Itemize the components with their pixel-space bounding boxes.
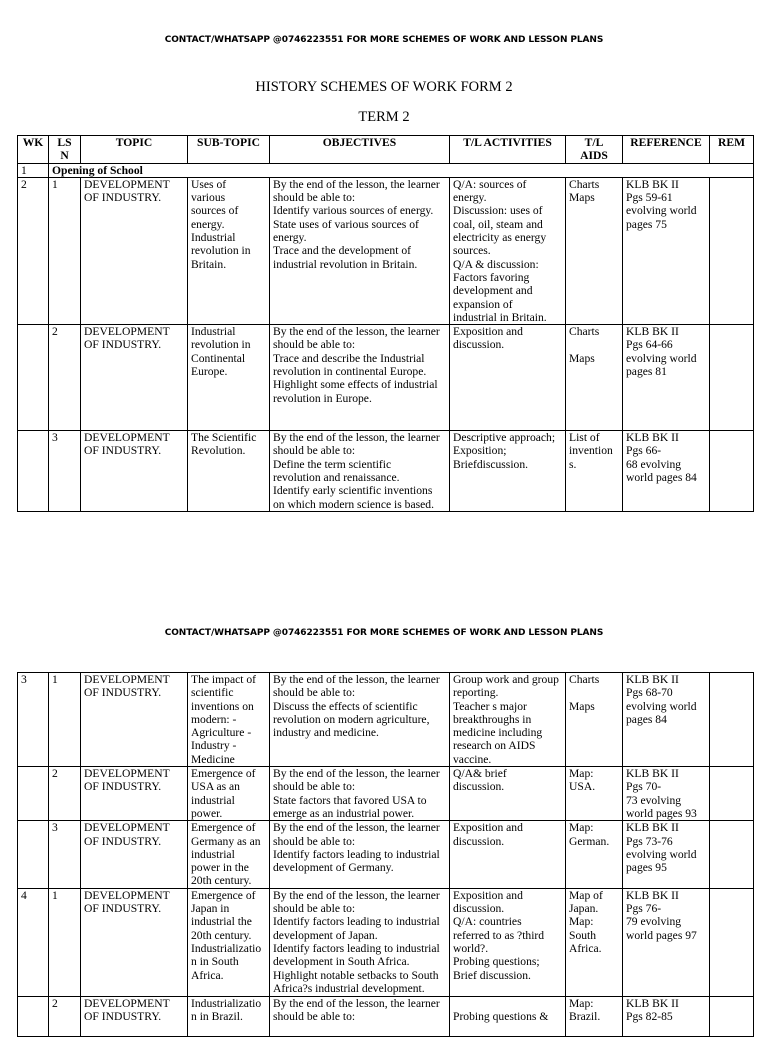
remarks-cell <box>710 431 754 512</box>
subtopic-cell: The impact of scientific inventions on modern: - Agriculture - Industry - Medicine <box>188 673 270 767</box>
week-cell <box>18 996 49 1036</box>
topic-cell: DEVELOPMENT OF INDUSTRY. <box>81 673 188 767</box>
topic-cell: DEVELOPMENT OF INDUSTRY. <box>81 996 188 1036</box>
opening-row <box>18 163 754 177</box>
table-row <box>18 767 754 821</box>
aids-cell: Map: German. <box>566 821 623 888</box>
week-cell: 3 <box>18 673 49 767</box>
reference-cell: KLB BK II Pgs 76- 79 evolving world pages 97 <box>623 888 710 996</box>
lesson-cell: 2 <box>49 325 81 431</box>
column-header-objectives: OBJECTIVES <box>270 136 450 164</box>
subtopic-cell: Industrial revolution in Continental Europe. <box>188 325 270 431</box>
table-row <box>18 177 754 324</box>
activities-cell: Q/A& brief discussion. <box>450 767 566 821</box>
week-cell <box>18 767 49 821</box>
subtopic-cell: The Scientific Revolution. <box>188 431 270 512</box>
table-header-row <box>18 136 754 164</box>
week-cell: 4 <box>18 888 49 996</box>
document-title: HISTORY SCHEMES OF WORK FORM 2 <box>255 79 513 95</box>
reference-cell: KLB BK II Pgs 68-70 evolving world pages 84 <box>623 673 710 767</box>
activities-cell: Descriptive approach; Exposition; Briefdiscussion. <box>450 431 566 512</box>
column-header-subtopic: SUB-TOPIC <box>188 136 270 164</box>
column-header-reference: REFERENCE <box>623 136 710 164</box>
reference-cell: KLB BK II Pgs 70- 73 evolving world pages 93 <box>623 767 710 821</box>
lesson-cell: 2 <box>49 996 81 1036</box>
contact-banner: CONTACT/WHATSAPP @0746223551 FOR MORE SCHEMES OF WORK AND LESSON PLANS <box>164 35 604 45</box>
aids-cell: Charts Maps <box>566 177 623 324</box>
week-cell <box>18 325 49 431</box>
remarks-cell <box>710 996 754 1036</box>
scheme-table-page-1 <box>17 135 754 512</box>
subtopic-cell: Emergence of USA as an industrial power. <box>188 767 270 821</box>
aids-cell: Map: Brazil. <box>566 996 623 1036</box>
subtopic-cell: Uses of various sources of energy. Industrial revolution in Britain. <box>188 177 270 324</box>
column-header-remarks: REM <box>710 136 754 164</box>
week-cell <box>18 431 49 512</box>
subtopic-cell: Emergence of Japan in industrial the 20th century. Industrializatio n in South Africa. <box>188 888 270 996</box>
activities-cell: Group work and group reporting. Teacher s major breakthroughs in medicine including research on AIDS vaccine. <box>450 673 566 767</box>
topic-cell: DEVELOPMENT OF INDUSTRY. <box>81 767 188 821</box>
reference-cell: KLB BK II Pgs 66- 68 evolving world pages 84 <box>623 431 710 512</box>
remarks-cell <box>710 673 754 767</box>
reference-cell: KLB BK II Pgs 59-61 evolving world pages 75 <box>623 177 710 324</box>
table-row <box>18 996 754 1036</box>
lesson-cell: 1 <box>49 673 81 767</box>
remarks-cell <box>710 177 754 324</box>
topic-cell: DEVELOPMENT OF INDUSTRY. <box>81 888 188 996</box>
subtopic-cell: Emergence of Germany as an industrial power in the 20th century. <box>188 821 270 888</box>
activities-cell: Exposition and discussion. <box>450 325 566 431</box>
column-header-aids: T/L AIDS <box>566 136 623 164</box>
week-cell: 2 <box>18 177 49 324</box>
topic-cell: DEVELOPMENT OF INDUSTRY. <box>81 177 188 324</box>
activities-cell: Q/A: sources of energy. Discussion: uses of coal, oil, steam and electricity as energy sources. Q/A & discussion: Factors favoring development and expansion of industrial in Britain. <box>450 177 566 324</box>
aids-cell: Charts Maps <box>566 673 623 767</box>
activities-cell: Probing questions & <box>450 996 566 1036</box>
objectives-cell: By the end of the lesson, the learner should be able to: Define the term scientific revolution and renaissance. Identify early scientific inventions on which modern science is based. <box>270 431 450 512</box>
column-header-topic: TOPIC <box>81 136 188 164</box>
table-row <box>18 431 754 512</box>
opening-school-cell: Opening of School <box>49 163 754 177</box>
lesson-cell: 2 <box>49 767 81 821</box>
remarks-cell <box>710 767 754 821</box>
topic-cell: DEVELOPMENT OF INDUSTRY. <box>81 821 188 888</box>
topic-cell: DEVELOPMENT OF INDUSTRY. <box>81 325 188 431</box>
remarks-cell <box>710 888 754 996</box>
objectives-cell: By the end of the lesson, the learner should be able to: Identify various sources of energy. State uses of various sources of energy. Trace and the development of industrial revolution in Britain. <box>270 177 450 324</box>
column-header-wk: WK <box>18 136 49 164</box>
activities-cell: Exposition and discussion. Q/A: countries referred to as ?third world?. Probing questions; Brief discussion. <box>450 888 566 996</box>
column-header-activities: T/L ACTIVITIES <box>450 136 566 164</box>
topic-cell: DEVELOPMENT OF INDUSTRY. <box>81 431 188 512</box>
scheme-table-page-2 <box>17 672 754 1037</box>
aids-cell: Map of Japan. Map: South Africa. <box>566 888 623 996</box>
table-row <box>18 673 754 767</box>
table-row <box>18 821 754 888</box>
lesson-cell: 3 <box>49 821 81 888</box>
lesson-cell: 3 <box>49 431 81 512</box>
aids-cell: Charts Maps <box>566 325 623 431</box>
table-row <box>18 888 754 996</box>
reference-cell: KLB BK II Pgs 64-66 evolving world pages 81 <box>623 325 710 431</box>
aids-cell: List of invention s. <box>566 431 623 512</box>
lesson-cell: 1 <box>49 888 81 996</box>
objectives-cell: By the end of the lesson, the learner should be able to: <box>270 996 450 1036</box>
objectives-cell: By the end of the lesson, the learner should be able to: Trace and describe the Industrial revolution in continental Europe. Highlight some effects of industrial revolution in Europe. <box>270 325 450 431</box>
lesson-cell: 1 <box>49 177 81 324</box>
objectives-cell: By the end of the lesson, the learner should be able to: Identify factors leading to industrial development of Japan. Identify factors leading to industrial development in South Africa. Highlight notable setbacks to South Africa?s industrial development. <box>270 888 450 996</box>
term-title: TERM 2 <box>358 109 410 125</box>
objectives-cell: By the end of the lesson, the learner should be able to: Discuss the effects of scientific revolution on modern agriculture, industry and medicine. <box>270 673 450 767</box>
reference-cell: KLB BK II Pgs 82-85 <box>623 996 710 1036</box>
subtopic-cell: Industrializatio n in Brazil. <box>188 996 270 1036</box>
activities-cell: Exposition and discussion. <box>450 821 566 888</box>
week-cell: 1 <box>18 163 49 177</box>
table-row <box>18 325 754 431</box>
objectives-cell: By the end of the lesson, the learner should be able to: State factors that favored USA to emerge as an industrial power. <box>270 767 450 821</box>
contact-banner-page-2: CONTACT/WHATSAPP @0746223551 FOR MORE SCHEMES OF WORK AND LESSON PLANS <box>164 628 604 638</box>
reference-cell: KLB BK II Pgs 73-76 evolving world pages 95 <box>623 821 710 888</box>
remarks-cell <box>710 325 754 431</box>
column-header-lsn: LS N <box>49 136 81 164</box>
aids-cell: Map: USA. <box>566 767 623 821</box>
week-cell <box>18 821 49 888</box>
remarks-cell <box>710 821 754 888</box>
objectives-cell: By the end of the lesson, the learner should be able to: Identify factors leading to industrial development of Germany. <box>270 821 450 888</box>
